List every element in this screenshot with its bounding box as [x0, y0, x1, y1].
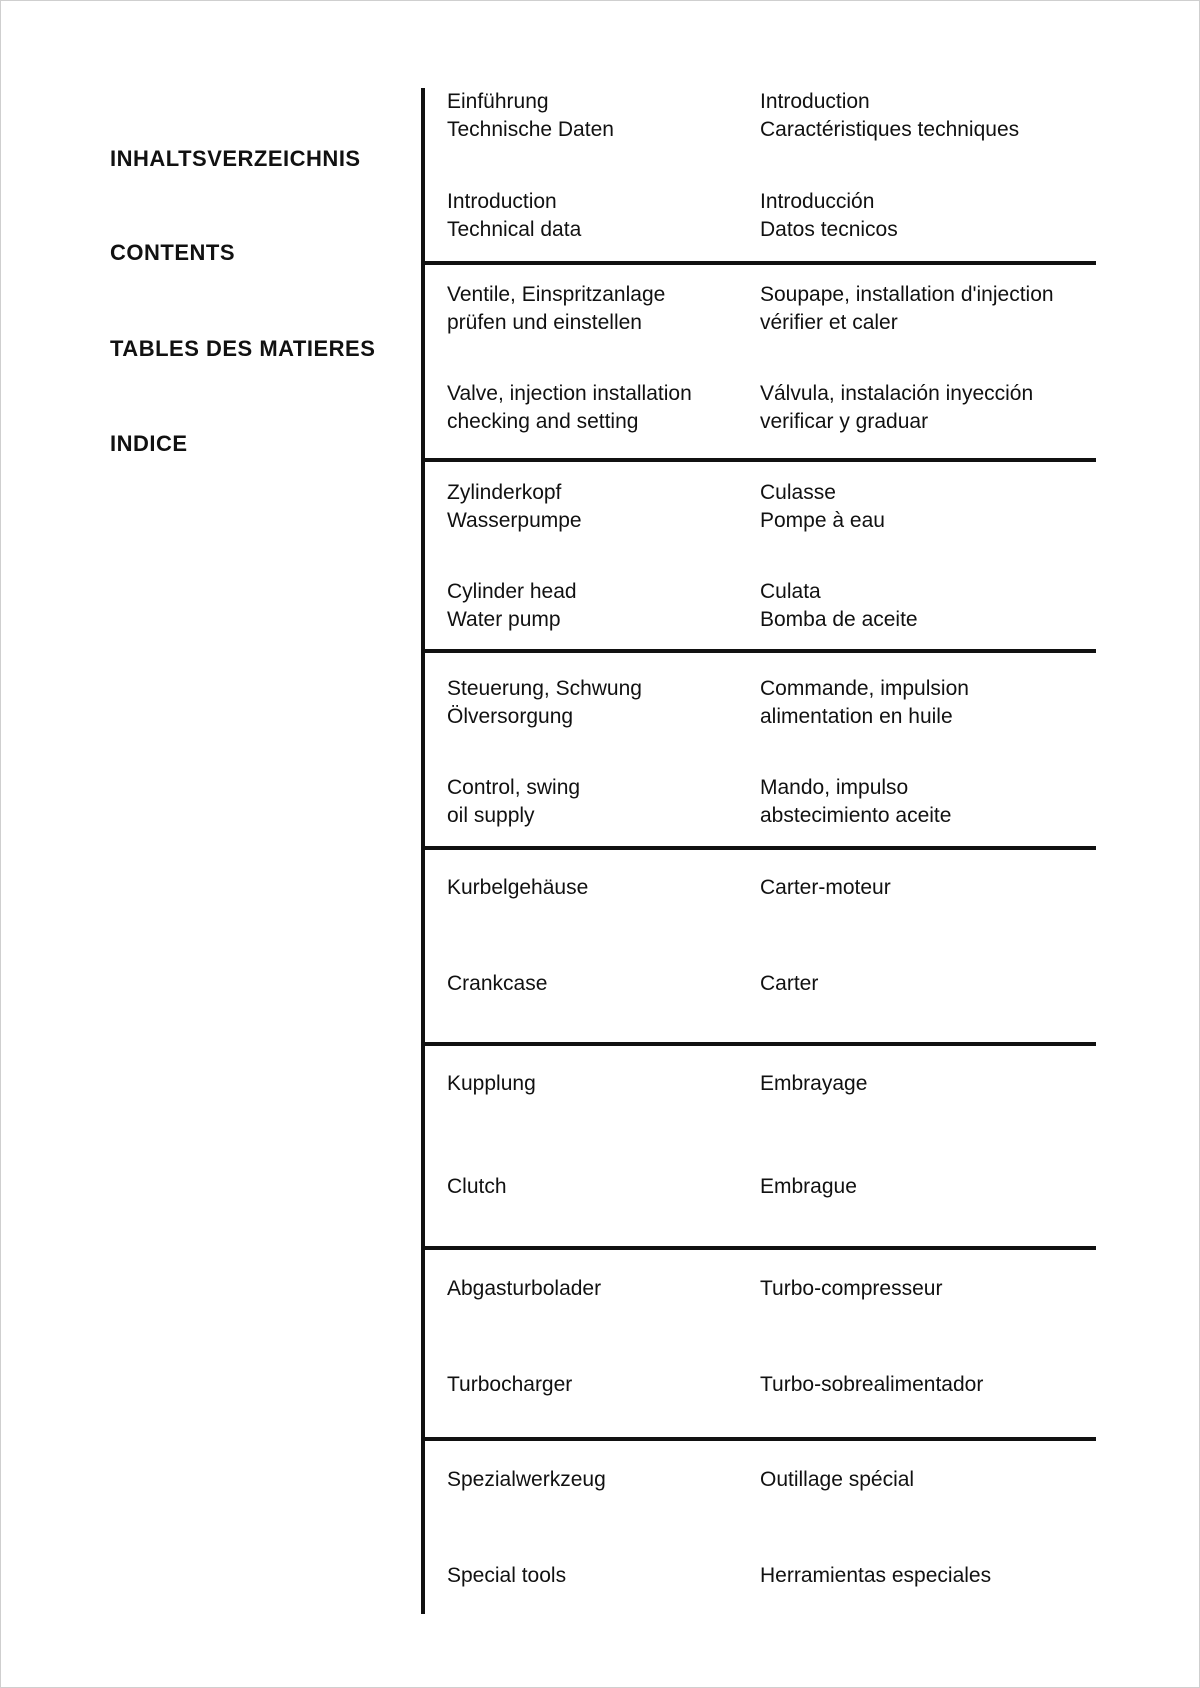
entry-line: Valve, injection installation: [447, 382, 692, 405]
entry-line: Control, swing: [447, 776, 581, 799]
heading-indice: INDICE: [110, 431, 188, 456]
entry-line: Culasse: [760, 481, 836, 504]
entry-line: Embrayage: [760, 1072, 868, 1095]
entry-line: Special tools: [447, 1564, 567, 1587]
entry-es: [760, 1173, 857, 1201]
entry-line: Kurbelgehäuse: [447, 876, 589, 899]
entry-en: [447, 1562, 566, 1590]
entry-line: Embrague: [760, 1175, 857, 1198]
entry-fr: [760, 88, 1019, 144]
entry-en: [447, 578, 577, 634]
entry-line: Datos tecnicos: [760, 218, 898, 241]
entry-de: [447, 1466, 606, 1494]
heading-tables-des-matieres: TABLES DES MATIERES: [110, 336, 376, 361]
entry-line: Einführung: [447, 90, 549, 113]
section-divider: [421, 261, 1096, 265]
entry-fr: [760, 874, 891, 902]
entry-line: Pompe à eau: [760, 509, 885, 532]
entry-line: Introduction: [760, 90, 870, 113]
entry-de: [447, 874, 588, 902]
entry-en: [447, 1173, 507, 1201]
entry-line: Outillage spécial: [760, 1468, 915, 1491]
entry-de: [447, 1070, 536, 1098]
entry-line: Steuerung, Schwung: [447, 677, 642, 700]
section-divider: [421, 1437, 1096, 1441]
entry-es: [760, 1562, 991, 1590]
entry-line: checking and setting: [447, 410, 639, 433]
vertical-divider: [421, 88, 425, 1614]
heading-contents: CONTENTS: [110, 240, 235, 265]
entry-de: [447, 1275, 601, 1303]
entry-line: Bomba de aceite: [760, 608, 918, 631]
entry-de: [447, 479, 582, 535]
entry-es: [760, 970, 818, 998]
entry-en: [447, 1371, 572, 1399]
entry-fr: [760, 281, 1054, 337]
entry-line: prüfen und einstellen: [447, 311, 642, 334]
entry-fr: [760, 479, 885, 535]
entry-line: Kupplung: [447, 1072, 536, 1095]
entry-es: [760, 774, 951, 830]
entry-en: [447, 380, 692, 436]
entry-en: [447, 188, 581, 244]
entry-line: Abgasturbolader: [447, 1277, 602, 1300]
entry-line: Water pump: [447, 608, 561, 631]
entry-de: [447, 675, 642, 731]
entry-line: Commande, impulsion: [760, 677, 969, 700]
entry-en: [447, 774, 580, 830]
entry-de: [447, 281, 665, 337]
entry-line: Herramientas especiales: [760, 1564, 992, 1587]
entry-es: [760, 1371, 983, 1399]
entry-line: Carter-moteur: [760, 876, 891, 899]
entry-line: Turbo-compresseur: [760, 1277, 943, 1300]
entry-en: [447, 970, 547, 998]
entry-line: Introducción: [760, 190, 875, 213]
entry-fr: [760, 675, 969, 731]
section-divider: [421, 846, 1096, 850]
entry-line: Caractéristiques techniques: [760, 118, 1020, 141]
entry-line: Turbocharger: [447, 1373, 573, 1396]
entry-fr: [760, 1070, 867, 1098]
entry-line: Clutch: [447, 1175, 507, 1198]
heading-inhaltsverzeichnis: INHALTSVERZEICHNIS: [110, 146, 361, 171]
entry-line: vérifier et caler: [760, 311, 898, 334]
section-divider: [421, 458, 1096, 462]
entry-line: Culata: [760, 580, 821, 603]
entry-line: Spezialwerkzeug: [447, 1468, 606, 1491]
entry-line: Technical data: [447, 218, 582, 241]
entry-fr: [760, 1466, 914, 1494]
entry-line: oil supply: [447, 804, 535, 827]
entry-line: verificar y graduar: [760, 410, 929, 433]
entry-line: Crankcase: [447, 972, 548, 995]
entry-line: Soupape, installation d'injection: [760, 283, 1054, 306]
section-divider: [421, 649, 1096, 653]
entry-line: Zylinderkopf: [447, 481, 562, 504]
entry-line: Ölversorgung: [447, 705, 574, 728]
entry-line: Carter: [760, 972, 819, 995]
entry-de: [447, 88, 614, 144]
entry-line: Válvula, instalación inyección: [760, 382, 1034, 405]
entry-line: Technische Daten: [447, 118, 614, 141]
entry-line: Introduction: [447, 190, 557, 213]
entry-line: Cylinder head: [447, 580, 577, 603]
entry-line: Mando, impulso: [760, 776, 909, 799]
section-divider: [421, 1042, 1096, 1046]
entry-line: abstecimiento aceite: [760, 804, 952, 827]
entry-line: Wasserpumpe: [447, 509, 582, 532]
entry-es: [760, 188, 898, 244]
entry-line: Ventile, Einspritzanlage: [447, 283, 666, 306]
entry-line: Turbo-sobrealimentador: [760, 1373, 984, 1396]
entry-es: [760, 380, 1033, 436]
entry-fr: [760, 1275, 942, 1303]
entry-es: [760, 578, 918, 634]
section-divider: [421, 1246, 1096, 1250]
entry-line: alimentation en huile: [760, 705, 953, 728]
